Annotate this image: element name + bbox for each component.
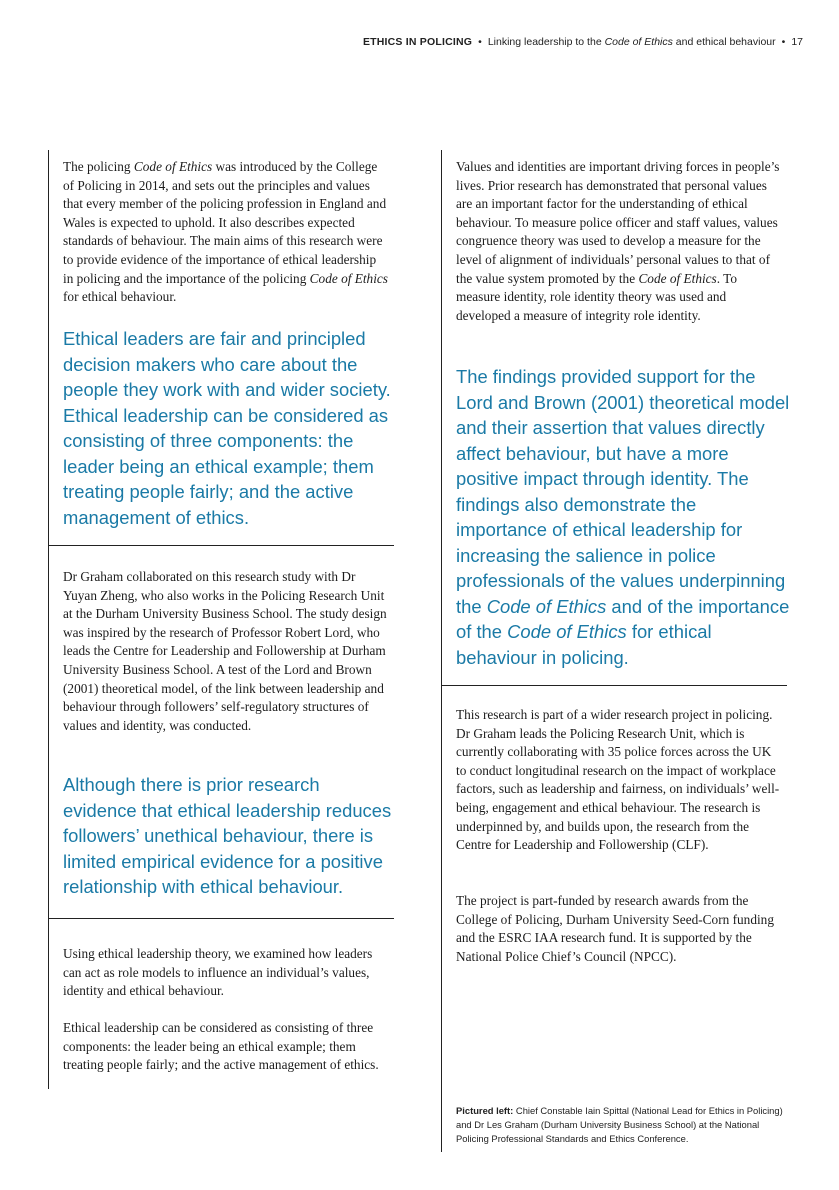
wider-project-paragraph: This research is part of a wider research project in policing. Dr Graham leads the Policing Research Unit, which is currently collaborating with 35 police forces across the UK to conduct longitudinal research on the impact of workplace factors, such as leadership and fairness, on individuals’ well-being, engagement and ethical behaviour. The research is underpinned by, and builds upon, the research from the Centre for Leadership and Followership (CLF). bbox=[456, 707, 780, 853]
funding-paragraph: The project is part-funded by research awards from the College of Policing, Durham University Seed-Corn funding and the ESRC IAA research fund. It is supported by the National Police Chief’s Council (NPCC). bbox=[456, 893, 774, 964]
values-paragraph: Values and identities are important driving forces in people’s lives. Prior research has demonstrated that personal values are an important factor for the understanding of ethical behaviour. To measure police officer and staff values, values congruence theory was used to develop a measure for the level of alignment of individuals’ personal values to that of the value system promoted by the Code of Ethics. To measure identity, role identity theory was used and developed a measure of integrity role identity. bbox=[456, 159, 780, 323]
header-title-italic: Code of Ethics bbox=[604, 36, 673, 48]
caption-text: Chief Constable Iain Spittal (National Lead for Ethics in Policing) and Dr Les Graham (Durham University Business School) at the National Policing Professional Standards and Ethics Conference. bbox=[456, 1105, 783, 1144]
right-rule-2 bbox=[441, 685, 442, 1152]
pull-quote-ethical-leaders: Ethical leaders are fair and principled decision makers who care about the people they work with and wider society. Ethical leadership can be considered as consisting of three components: the leader being an ethical example; them treating people fairly; and the active management of ethics. bbox=[63, 328, 391, 528]
right-rule-1 bbox=[441, 150, 442, 685]
photo-caption bbox=[456, 1104, 786, 1146]
left-divider-2 bbox=[48, 918, 394, 919]
caption-label: Pictured left: bbox=[456, 1105, 514, 1116]
header-title-after: and ethical behaviour bbox=[672, 36, 776, 48]
collaboration-paragraph: Dr Graham collaborated on this research study with Dr Yuyan Zheng, who also works in the Policing Research Unit at the Durham University Business School. The study design was inspired by the research of Professor Robert Lord, who leads the Centre for Leadership and Followership at Durham University Business School. A test of the Lord and Brown (2001) theoretical model, of the link between leadership and behaviour through followers’ self-regulatory structures of values and identity, was conducted. bbox=[63, 569, 387, 733]
components-paragraph: Ethical leadership can be considered as consisting of three components: the leader being an ethical example; them treating people fairly; and the active management of ethics. bbox=[63, 1020, 379, 1073]
left-column bbox=[48, 150, 394, 1090]
running-header bbox=[363, 36, 803, 48]
pull-quote-prior-research: Although there is prior research evidence that ethical leadership reduces followers’ unethical behaviour, there is limited empirical evidence for a positive relationship with ethical behaviour. bbox=[63, 774, 392, 897]
section-name: ETHICS IN POLICING bbox=[362, 36, 473, 48]
header-bullet: • bbox=[478, 36, 482, 48]
right-column bbox=[441, 150, 790, 1153]
right-divider-1 bbox=[441, 685, 787, 686]
left-rule-3 bbox=[48, 918, 49, 1089]
left-divider-1 bbox=[48, 545, 394, 546]
header-title-before: Linking leadership to the bbox=[487, 36, 605, 48]
left-rule-1 bbox=[48, 150, 49, 545]
intro-paragraph: The policing Code of Ethics was introduced by the College of Policing in 2014, and sets out the principles and values that every member of the policing profession in England and Wales is expected to uphold. It also describes expected standards of behaviour. The main aims of this research were to provide evidence of the importance of ethical leadership in policing and the importance of the policing Code of Ethics for ethical behaviour. bbox=[63, 159, 388, 305]
header-bullet-2: • bbox=[781, 36, 786, 48]
page-number: 17 bbox=[791, 36, 803, 48]
left-rule-2 bbox=[48, 545, 49, 918]
methods-paragraph: Using ethical leadership theory, we examined how leaders can act as role models to influence an individual’s values, identity and ethical behaviour. bbox=[63, 946, 373, 999]
pull-quote-findings: The findings provided support for the Lord and Brown (2001) theoretical model and their assertion that values directly affect behaviour, but have a more positive impact through identity. The findings also demonstrate the importance of ethical leadership for increasing the salience in police professionals of the values underpinning the Code of Ethics and of the importance of the Code of Ethics for ethical behaviour in policing. bbox=[456, 366, 790, 668]
